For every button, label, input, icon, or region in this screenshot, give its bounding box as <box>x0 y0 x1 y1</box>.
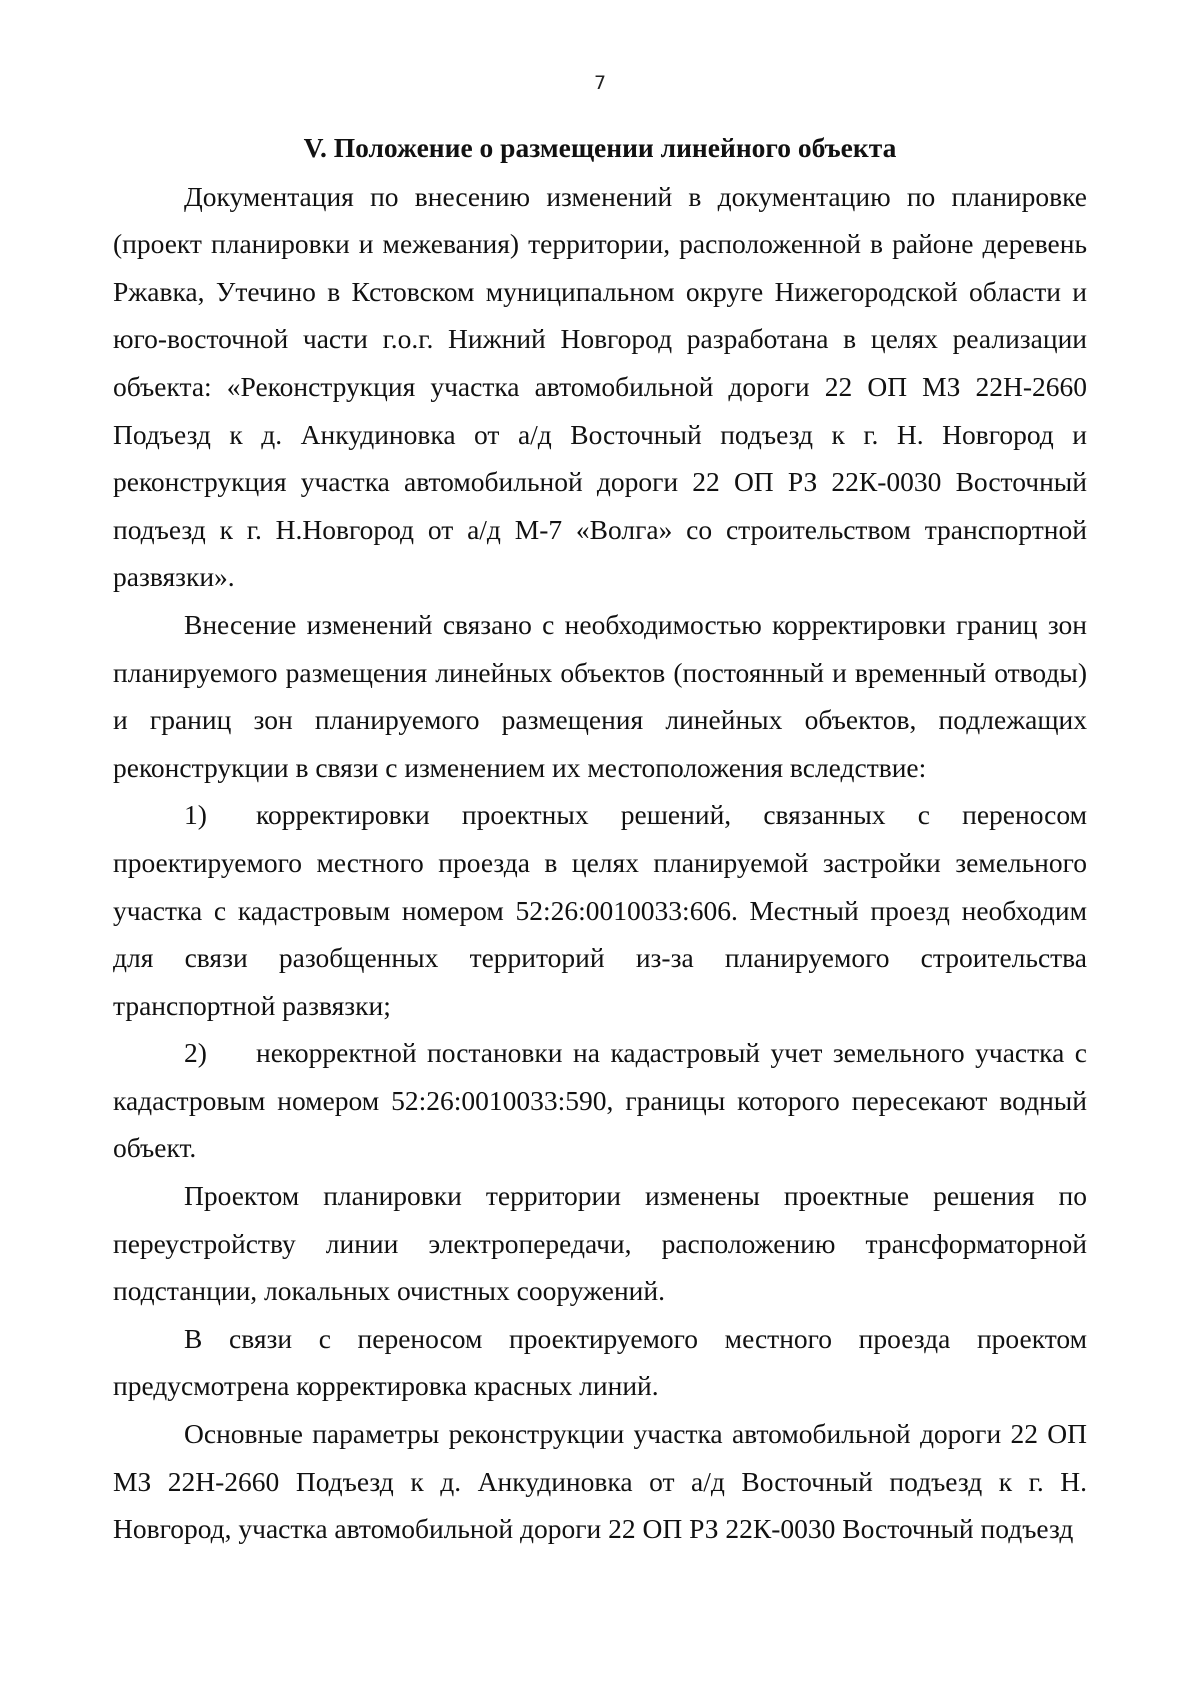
list-item-2 <box>113 1029 1087 1172</box>
page-number: 7 <box>593 72 607 94</box>
paragraph-intro: Документация по внесению изменений в документацию по планировке (проект планировки и межевания) территории, расположенной в районе деревень Ржавка, Утечино в Кстовском муниципальном округе Нижегородской области и юго-восточной части г.о.г. Нижний Новгород разработана в целях реализации объекта: «Реконструкция участка автомобильной дороги 22 ОП МЗ 22Н-2660 Подъезд к д. Анкудиновка от а/д Восточный подъезд к г. Н. Новгород и реконструкция участка автомобильной дороги 22 ОП РЗ 22К-0030 Восточный подъезд к г. Н.Новгород от а/д М-7 «Волга» со строительством транспортной развязки». <box>113 180 1087 593</box>
paragraph-changes-reason: Внесение изменений связано с необходимостью корректировки границ зон планируемого размещения линейных объектов (постоянный и временный отводы) и границ зон планируемого размещения линейных объектов, подлежащих реконструкции в связи с изменением их местоположения вследствие: <box>113 608 1087 783</box>
list-item-2-text: некорректной постановки на кадастровый учет земельного участка с кадастровым номером 52:26:0010033:590, границы которого пересекают водный объект. <box>113 1037 1087 1164</box>
document-body <box>113 124 1087 1553</box>
list-item-1 <box>113 791 1087 1029</box>
paragraph-red-lines: В связи с переносом проектируемого местного проезда проектом предусмотрена корректировка красных линий. <box>113 1322 1087 1402</box>
list-marker-1: 1) <box>184 799 207 831</box>
list-marker-2: 2) <box>184 1037 207 1069</box>
list-item-1-text: корректировки проектных решений, связанных с переносом проектируемого местного проезда в целях планируемой застройки земельного участка с кадастровым номером 52:26:0010033:606. Местный проезд необходим для связи разобщенных территорий из-за планируемого строительства транспортной развязки; <box>113 799 1087 1021</box>
section-title: V. Положение о размещении линейного объекта <box>303 132 897 163</box>
paragraph-main-parameters: Основные параметры реконструкции участка автомобильной дороги 22 ОП МЗ 22Н-2660 Подъезд к д. Анкудиновка от а/д Восточный подъезд к г. Н. Новгород, участка автомобильной дороги 22 ОП РЗ 22К-0030 Восточный подъезд <box>113 1418 1087 1545</box>
paragraph-planning-changes: Проектом планировки территории изменены проектные решения по переустройству линии электропередачи, расположению трансформаторной подстанции, локальных очистных сооружений. <box>113 1180 1087 1307</box>
